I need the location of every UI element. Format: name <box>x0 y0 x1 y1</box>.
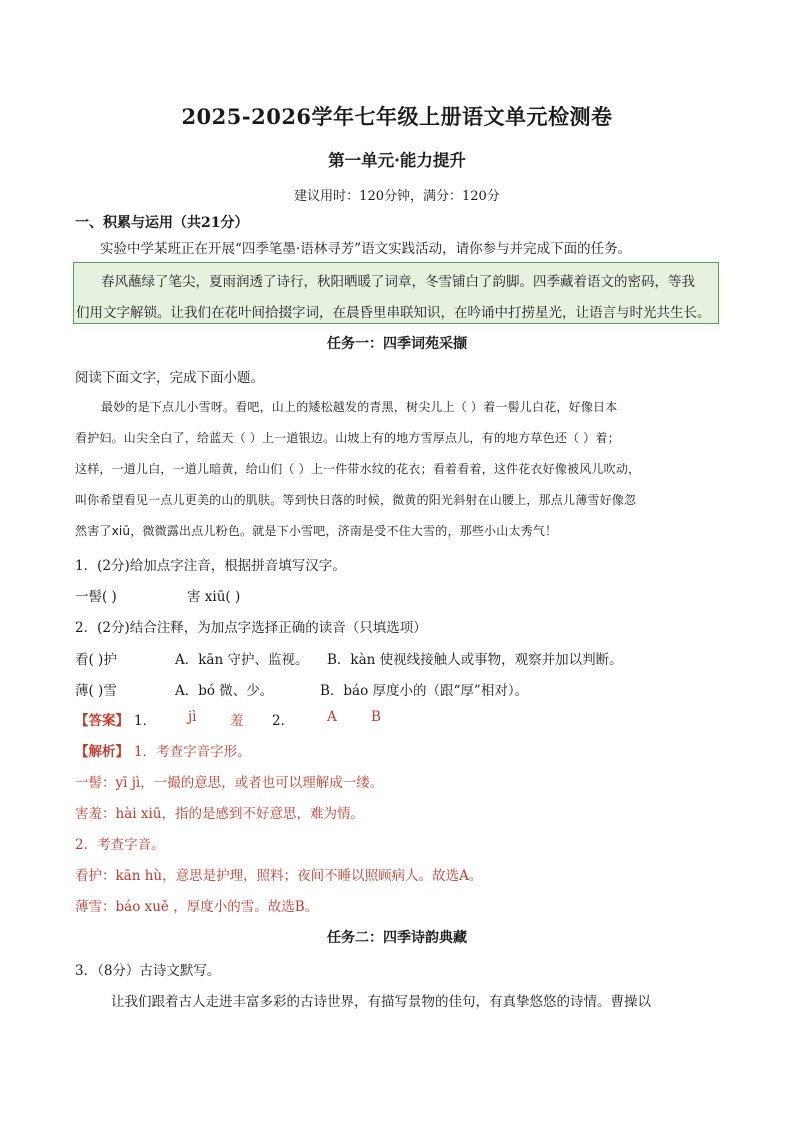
analysis-line: 一髻：yī jì，一撮的意思，或者也可以理解成一缕。 <box>75 775 384 791</box>
analysis-line: 看护：kān hù，意思是护理，照料；夜间不睡以照顾病人。故选A。 <box>75 868 483 884</box>
q1-blank-a[interactable]: 一髻( ) <box>75 589 117 605</box>
answer-item: 2． <box>272 713 295 729</box>
q2-blank-b[interactable]: 薄( )雪 <box>75 683 117 699</box>
q2-option-b: B．báo 厚度小的（跟“厚”相对）。 <box>320 683 529 699</box>
answer-item: A <box>327 709 337 725</box>
quote-line: 春风蘸绿了笔尖，夏雨润透了诗行，秋阳晒暖了词章，冬雪铺白了韵脚。四季藏着语文的密码，等我 <box>101 274 695 290</box>
analysis-label: 【解析】 <box>75 744 129 760</box>
q2-blank-a[interactable]: 看( )护 <box>75 652 117 668</box>
q1-blank-b[interactable]: 害 xiū( ) <box>187 589 241 605</box>
passage-line: 看护妇。山尖全白了，给蓝天（ ）上一道银边。山坡上有的地方雪厚点儿，有的地方草色还（ ）着； <box>75 431 620 445</box>
answer-item: 1． <box>134 713 157 729</box>
quote-line: 们用文字解锁。让我们在花叶间拾掇字词，在晨昏里串联知识，在吟诵中打捞星光，让语言与时光共生长。 <box>76 305 711 321</box>
q2-option-a: A．kān 守护、监视。 <box>175 652 309 668</box>
answer-label: 【答案】 <box>75 713 129 729</box>
passage-line: 最妙的是下点儿小雪呀。看吧，山上的矮松越发的青黑，树尖儿上（ ）着一髻儿白花，好像日本 <box>101 400 618 414</box>
q3-text: 让我们跟着古人走进丰富多彩的古诗世界，有描写景物的佳句，有真挚悠悠的诗情。曹操以 <box>111 994 651 1010</box>
question-2: 2．(2分)结合注释，为加点字选择正确的读音（只填选项） <box>75 620 427 636</box>
passage-line: 这样，一道儿白，一道儿暗黄，给山们（ ）上一件带水纹的花衣；看着看着，这件花衣好像被风儿吹动， <box>75 462 641 476</box>
passage-line: 叫你希望看见一点儿更美的山的肌肤。等到快日落的时候，微黄的阳光斜射在山腰上，那点儿薄雪好像忽 <box>75 493 637 507</box>
task1-heading: 任务一：四季词苑采撷 <box>327 336 467 352</box>
page-subtitle: 第一单元·能力提升 <box>328 151 466 170</box>
answer-item: 羞 <box>230 713 244 729</box>
question-3: 3．（8分）古诗文默写。 <box>75 963 221 979</box>
q2-option-b: B．kàn 使视线接触人或事物，观察并加以判断。 <box>327 652 623 668</box>
reading-instruction: 阅读下面文字，完成下面小题。 <box>75 370 264 386</box>
q2-option-a: A．bó 微、少。 <box>175 683 274 699</box>
answer-item: jì <box>188 709 197 725</box>
page-title: 2025-2026学年七年级上册语文单元检测卷 <box>181 104 613 129</box>
analysis-line: 2．考查字音。 <box>75 837 165 853</box>
question-1: 1．(2分)给加点字注音，根据拼音填写汉字。 <box>75 558 346 574</box>
task2-heading: 任务二：四季诗韵典藏 <box>327 930 467 946</box>
analysis-line: 薄雪：báo xuě ，厚度小的雪。故选B。 <box>75 899 319 915</box>
section-heading: 一、积累与运用（共21分） <box>75 215 249 231</box>
section-intro: 实验中学某班正在开展“四季笔墨·语林寻芳”语文实践活动，请你参与并完成下面的任务。 <box>100 241 632 257</box>
analysis-line: 害羞：hài xiū，指的是感到不好意思，难为情。 <box>75 806 364 822</box>
analysis-line: 1．考查字音字形。 <box>134 744 251 760</box>
exam-meta: 建议用时：120分钟，满分：120分 <box>294 189 500 204</box>
passage-line: 然害了xiū，微微露出点儿粉色。就是下小雪吧，济南是受不住大雪的，那些小山太秀气！ <box>75 524 558 538</box>
answer-item: B <box>371 709 381 725</box>
